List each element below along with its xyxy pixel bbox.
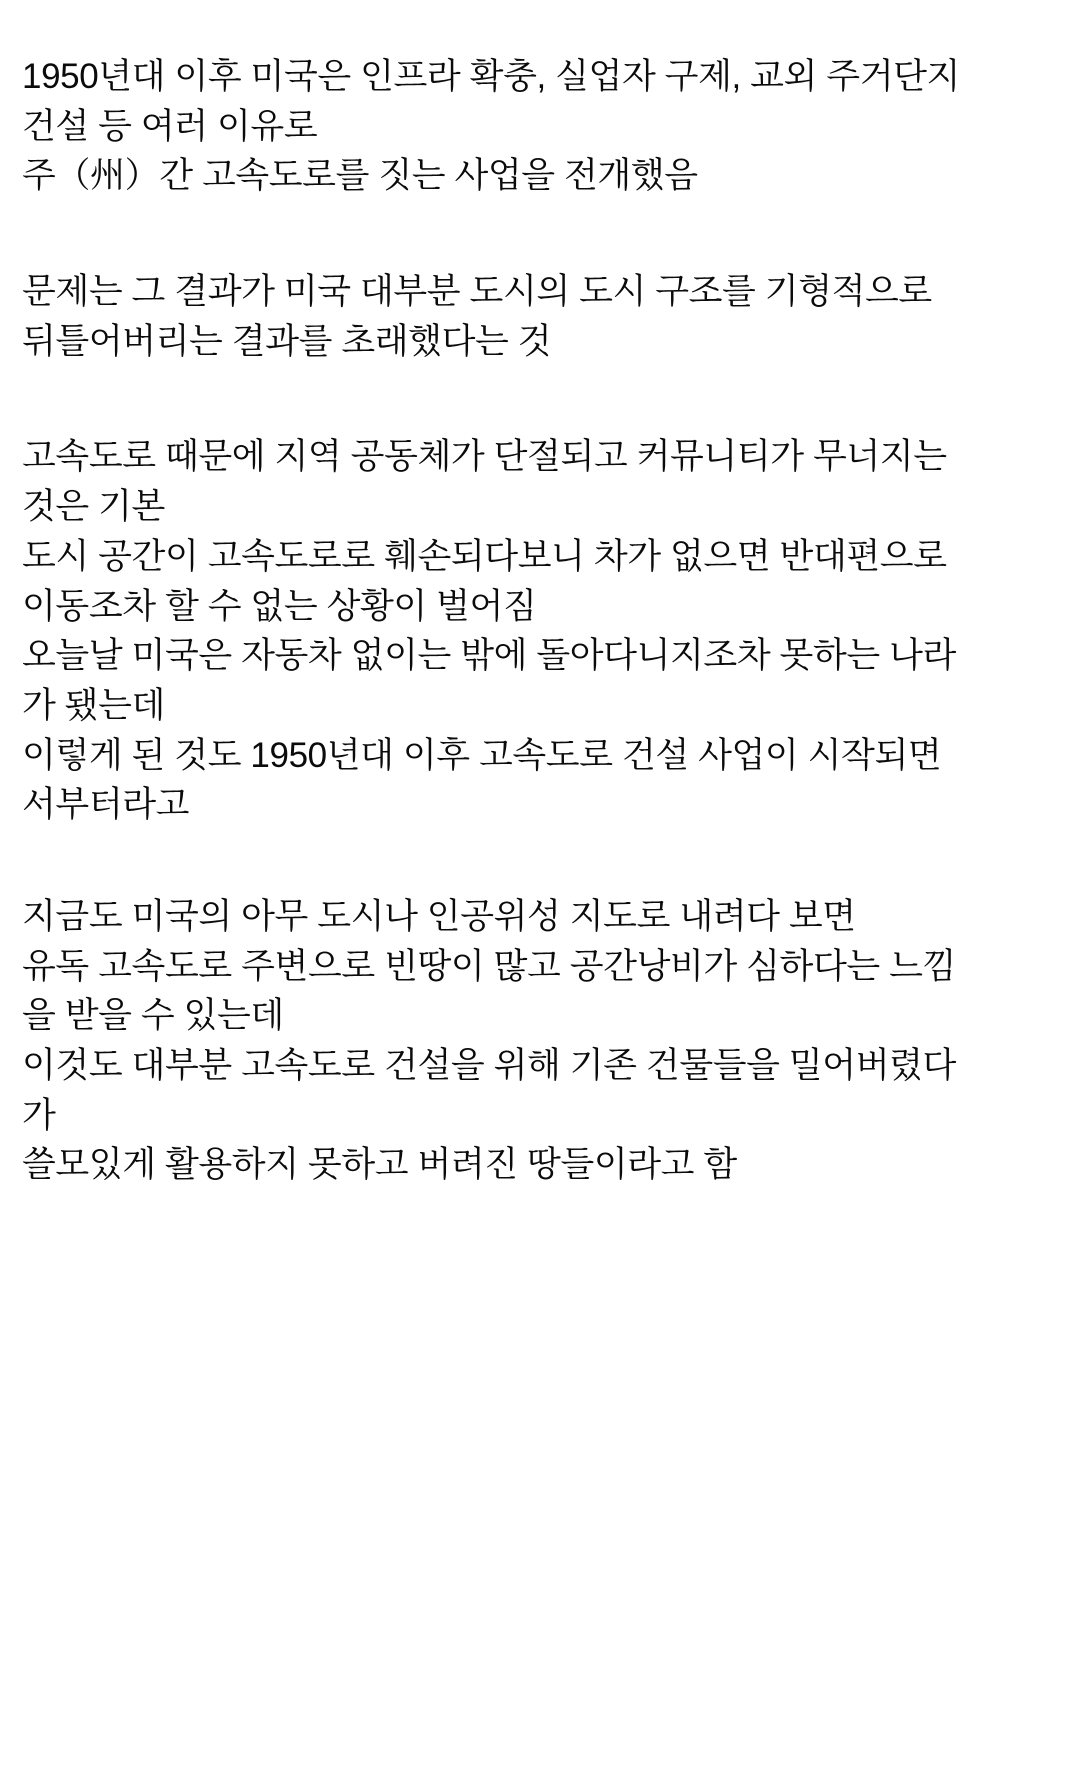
text-line: 1950년대 이후 미국은 인프라 확충, 실업자 구제, 교외 주거단지 xyxy=(22,57,960,96)
paragraph-spacer xyxy=(22,366,1042,432)
paragraph-spacer xyxy=(22,830,1042,892)
paragraph xyxy=(22,532,1042,631)
text-line: 이것도 대부분 고속도로 건설을 위해 기존 건물들을 밀어버렸다 xyxy=(22,1046,956,1085)
paragraph xyxy=(22,432,1042,531)
text-block-2 xyxy=(22,267,1042,366)
text-block-4 xyxy=(22,892,1042,1190)
text-line: 오늘날 미국은 자동차 없이는 밖에 돌아다니지조차 못하는 나라 xyxy=(22,636,956,676)
text-line: 유독 고속도로 주변으로 빈땅이 많고 공간낭비가 심하다는 느낌 xyxy=(22,946,956,986)
text-line: 쓸모있게 활용하지 못하고 버려진 땅들이라고 함 xyxy=(22,1145,737,1185)
paragraph xyxy=(22,151,1042,201)
paragraph-spacer xyxy=(22,201,1042,267)
text-line: 을 받을 수 있는데 xyxy=(22,996,284,1036)
text-line: 이렇게 된 것도 1950년대 이후 고속도로 건설 사업이 시작되면 xyxy=(22,735,942,775)
paragraph xyxy=(22,631,1042,730)
paragraph xyxy=(22,52,1042,151)
text-line: 이동조차 할 수 없는 상황이 벌어짐 xyxy=(22,586,537,626)
paragraph xyxy=(22,942,1042,1041)
text-line: 도시 공간이 고속도로로 훼손되다보니 차가 없으면 반대편으로 xyxy=(22,536,947,576)
paragraph xyxy=(22,1041,1042,1140)
text-line: 서부터라고 xyxy=(22,785,190,825)
paragraph xyxy=(22,1140,1042,1190)
text-line: 가 xyxy=(22,1095,56,1135)
text-line: 문제는 그 결과가 미국 대부분 도시의 도시 구조를 기형적으로 xyxy=(22,272,932,312)
text-block-3 xyxy=(22,432,1042,830)
text-line: 지금도 미국의 아무 도시나 인공위성 지도로 내려다 보면 xyxy=(22,896,856,936)
text-line: 뒤틀어버리는 결과를 초래했다는 것 xyxy=(22,321,552,361)
text-line: 고속도로 때문에 지역 공동체가 단절되고 커뮤니티가 무너지는 xyxy=(22,437,947,477)
text-block-1 xyxy=(22,52,1042,201)
text-line: 가 됐는데 xyxy=(22,685,165,725)
paragraph xyxy=(22,892,1042,942)
text-line: 것은 기본 xyxy=(22,487,165,527)
text-line: 건설 등 여러 이유로 xyxy=(22,106,318,146)
paragraph xyxy=(22,267,1042,366)
paragraph xyxy=(22,731,1042,830)
text-line: 주（州）간 고속도로를 짓는 사업을 전개했음 xyxy=(22,156,698,196)
